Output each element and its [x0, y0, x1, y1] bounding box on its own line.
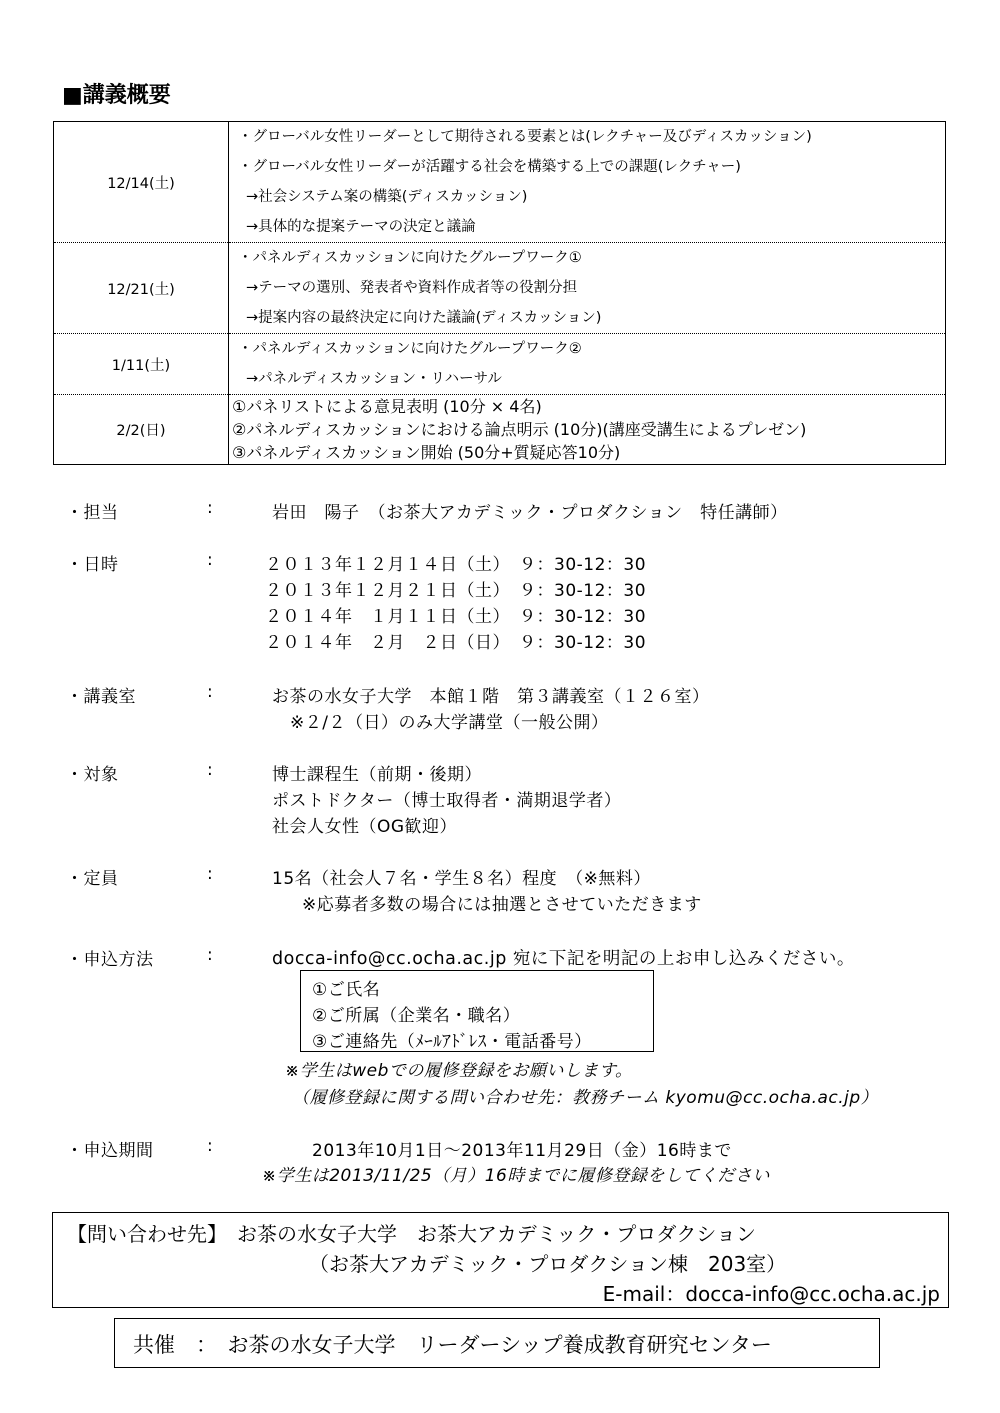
- colon: :: [207, 498, 214, 518]
- target-line: 博士課程生（前期・後期）: [272, 765, 482, 785]
- schedule-item: →パネルディスカッション・リハーサル: [246, 371, 502, 387]
- contact-line: （お茶大アカデミック・プロダクション棟 203室）: [309, 1252, 787, 1276]
- schedule-date: 2/2(日): [54, 395, 229, 465]
- room-note: ※２/２（日）のみ大学講堂（一般公開）: [290, 713, 609, 733]
- schedule-date: 1/11(土): [54, 334, 229, 395]
- period-line: 2013年10月1日～2013年11月29日（金）16時まで: [312, 1141, 732, 1161]
- table-row: [54, 243, 946, 334]
- contact-line: 【問い合わせ先】 お茶の水女子大学 お茶大アカデミック・プロダクション: [67, 1222, 756, 1246]
- colon: :: [207, 945, 214, 965]
- label-capacity: ・定員: [66, 869, 119, 889]
- schedule-item: ③パネルディスカッション開始 (50分+質疑応答10分): [232, 443, 621, 462]
- schedule-item: →テーマの選別、発表者や資料作成者等の役割分担: [246, 280, 578, 296]
- cosponsor-text: 共催 ： お茶の水女子大学 リーダーシップ養成教育研究センター: [133, 1333, 772, 1357]
- contact-email: E-mail：docca-info@cc.ocha.ac.jp: [602, 1282, 940, 1306]
- schedule-date: 12/14(土): [54, 122, 229, 243]
- application-intro: docca-info@cc.ocha.ac.jp 宛に下記を明記の上お申し込みください。: [272, 949, 855, 969]
- colon: :: [207, 864, 214, 884]
- label-instructor: ・担当: [66, 503, 119, 523]
- schedule-item: ・グローバル女性リーダーが活躍する社会を構築する上での課題(レクチャー): [238, 159, 741, 175]
- cosponsor-box: [114, 1318, 880, 1368]
- datetime-line: ２０１３年１２月１４日（土） ９：30-12：30: [265, 555, 647, 575]
- schedule-item: ・パネルディスカッションに向けたグループワーク①: [238, 250, 582, 266]
- schedule-date: 12/21(土): [54, 243, 229, 334]
- capacity-line: 15名（社会人７名・学生８名）程度 （※無料）: [272, 869, 651, 889]
- contact-box: [52, 1212, 949, 1308]
- instructor-value: 岩田 陽子 （お茶大アカデミック・プロダクション 特任講師）: [272, 503, 788, 523]
- schedule-item: ・パネルディスカッションに向けたグループワーク②: [238, 341, 582, 357]
- lecture-schedule-table: [53, 121, 946, 465]
- label-datetime: ・日時: [66, 555, 119, 575]
- datetime-line: ２０１４年 ２月 ２日（日） ９：30-12：30: [265, 633, 647, 653]
- schedule-item: ①パネリストによる意見表明 (10分 × 4名): [232, 397, 542, 416]
- period-note: ※学生は2013/11/25（月）16時までに履修登録をしてください: [262, 1166, 770, 1186]
- required-item: ①ご氏名: [312, 980, 381, 1000]
- colon: :: [207, 550, 214, 570]
- schedule-item: →提案内容の最終決定に向けた議論(ディスカッション): [246, 310, 602, 326]
- schedule-item: ②パネルディスカッションにおける論点明示 (10分)(講座受講生によるプレゼン): [232, 420, 807, 439]
- section-heading: ■講義概要: [62, 83, 171, 108]
- room-line: お茶の水女子大学 本館１階 第３講義室（１２６室）: [272, 687, 710, 707]
- table-row: [54, 395, 946, 465]
- required-item: ③ご連絡先（ﾒｰﾙｱﾄﾞﾚｽ・電話番号）: [312, 1032, 592, 1052]
- registrar-contact-note: （履修登録に関する問い合わせ先：教務チーム kyomu@cc.ocha.ac.jp）: [292, 1088, 879, 1108]
- table-row: [54, 122, 946, 243]
- student-note: ※学生はwebでの履修登録をお願いします。: [285, 1061, 633, 1081]
- required-item: ②ご所属（企業名・職名）: [312, 1006, 521, 1026]
- target-line: ポストドクター（博士取得者・満期退学者）: [272, 791, 622, 811]
- datetime-line: ２０１４年 １月１１日（土） ９：30-12：30: [265, 607, 647, 627]
- colon: :: [207, 1136, 214, 1156]
- label-room: ・講義室: [66, 687, 136, 707]
- colon: :: [207, 760, 214, 780]
- schedule-item: →具体的な提案テーマの決定と議論: [246, 219, 476, 235]
- label-target: ・対象: [66, 765, 119, 785]
- datetime-line: ２０１３年１２月２１日（土） ９：30-12：30: [265, 581, 647, 601]
- label-period: ・申込期間: [66, 1141, 154, 1161]
- schedule-item: →社会システム案の構築(ディスカッション): [246, 189, 528, 205]
- target-line: 社会人女性（OG歓迎）: [272, 817, 458, 837]
- capacity-note: ※応募者多数の場合には抽選とさせていただきます: [302, 895, 702, 915]
- schedule-item: ・グローバル女性リーダーとして期待される要素とは(レクチャー及びディスカッション): [238, 129, 812, 145]
- label-application: ・申込方法: [66, 950, 154, 970]
- table-row: [54, 334, 946, 395]
- colon: :: [207, 682, 214, 702]
